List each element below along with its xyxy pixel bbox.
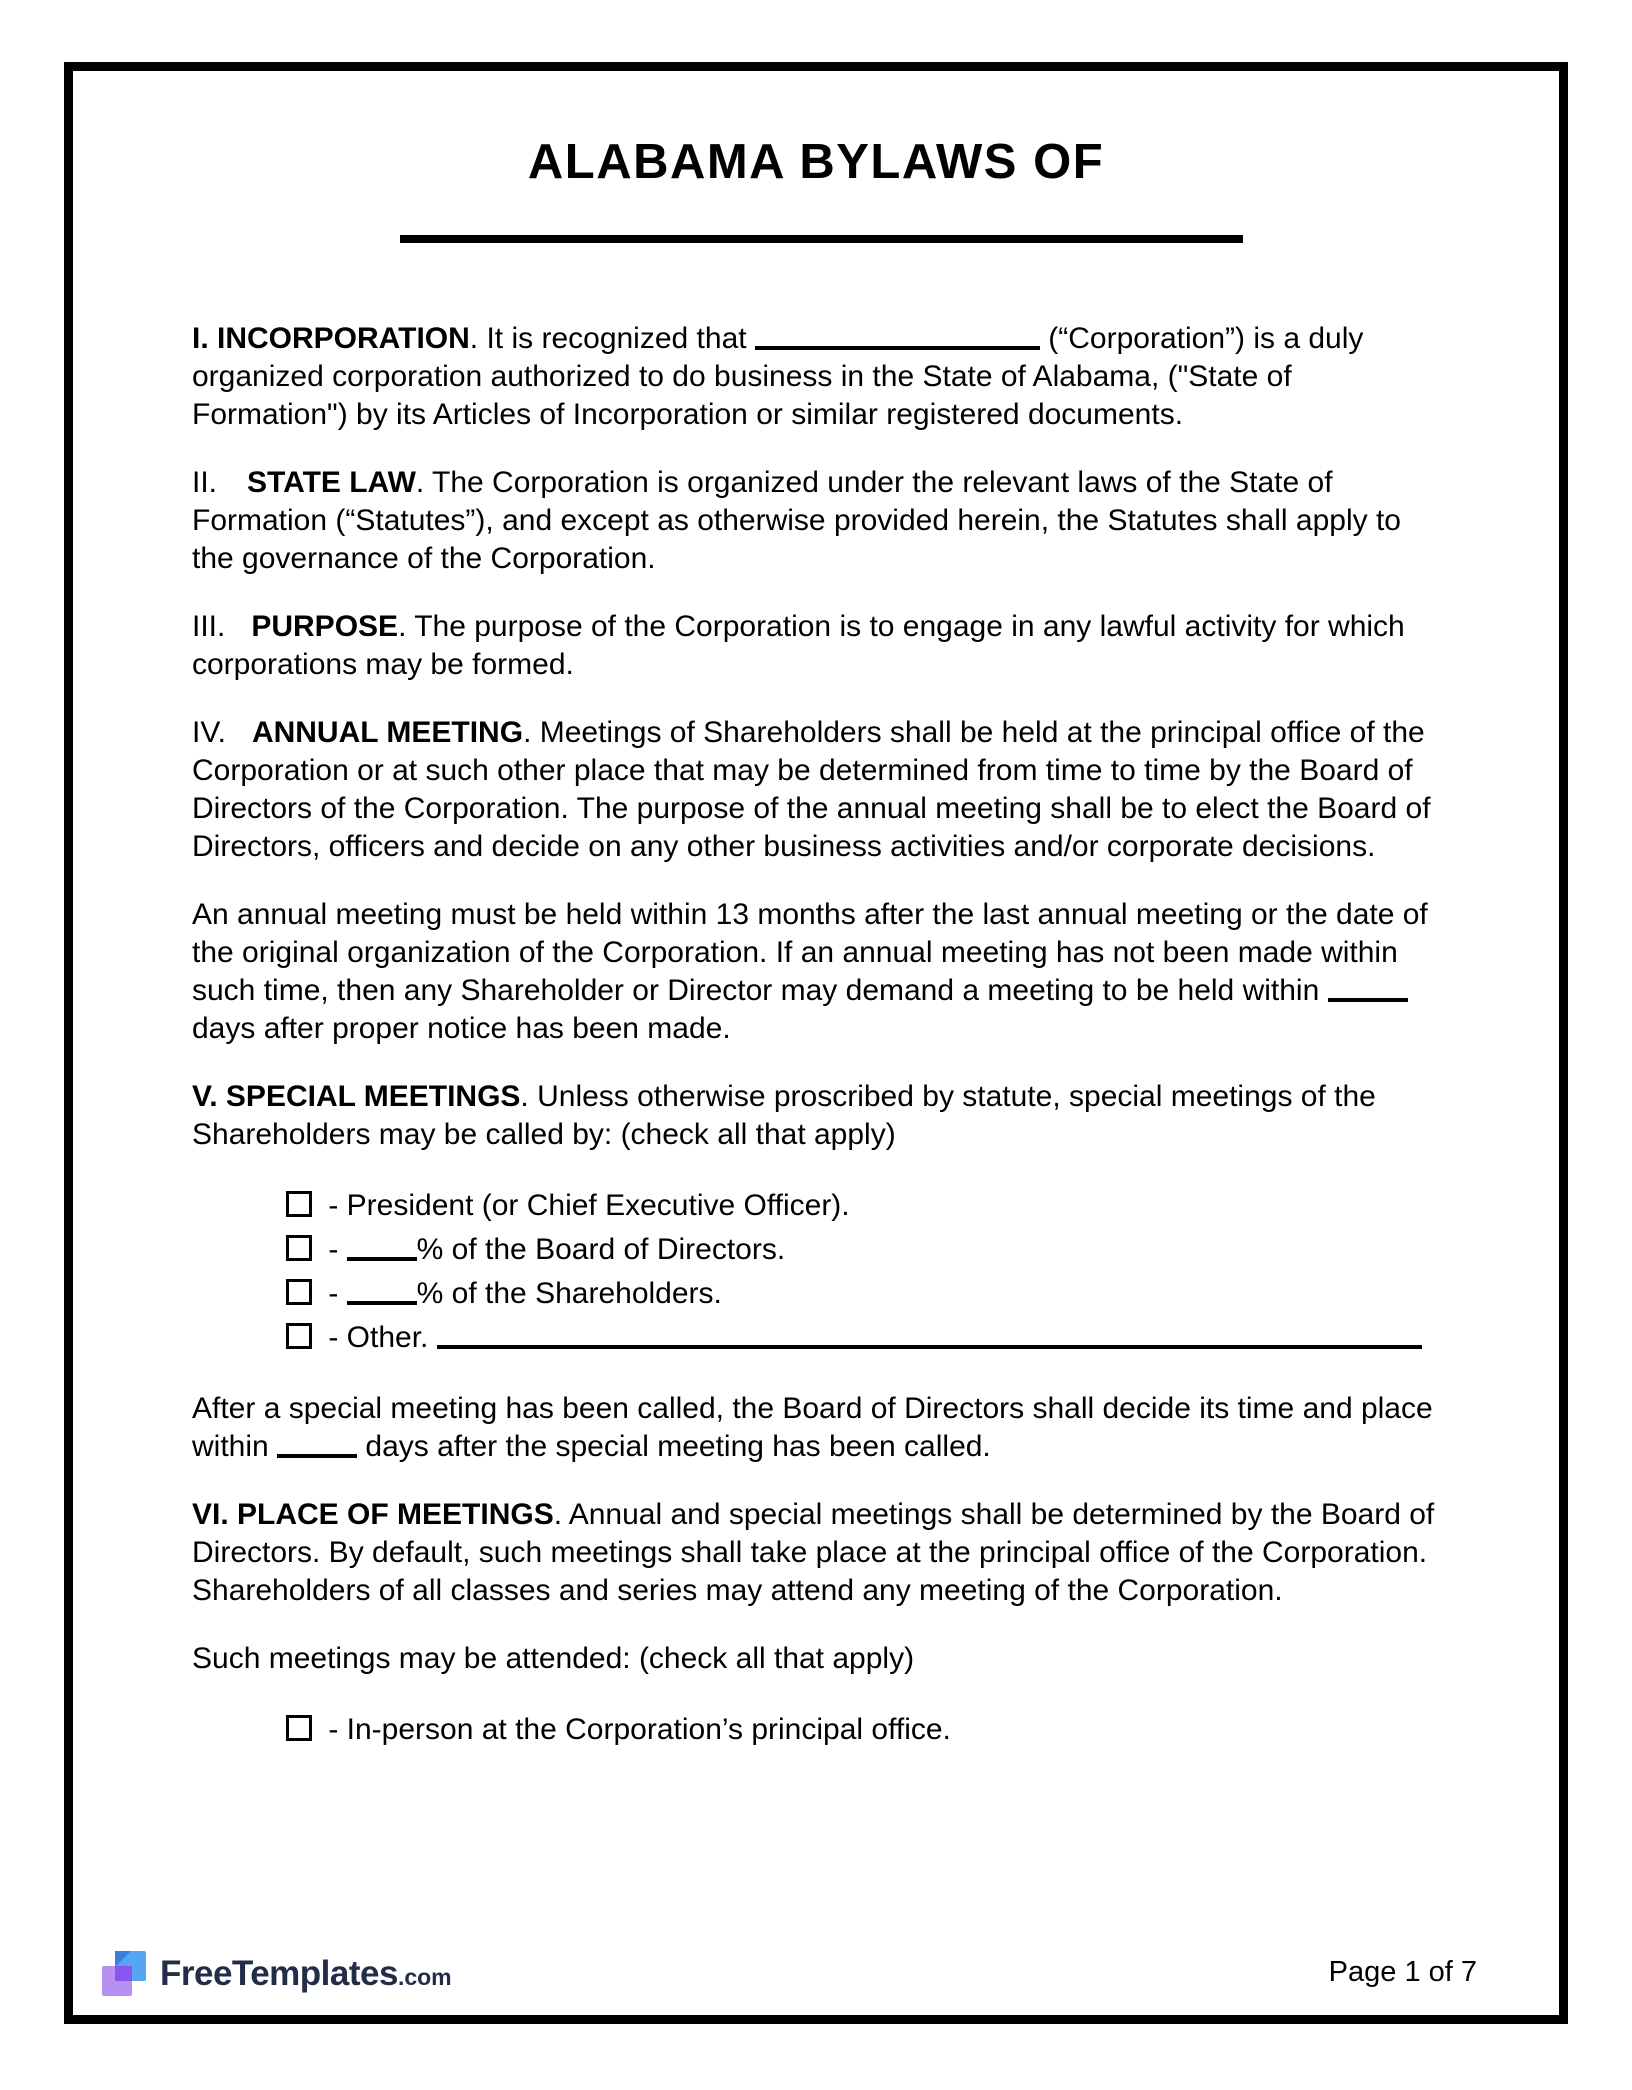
- brand-wordmark: [160, 1954, 452, 1994]
- annual-meeting-deadline: [192, 896, 1440, 1048]
- section-heading: VI. PLACE OF MEETINGS: [192, 1498, 554, 1531]
- text-run: III.: [192, 610, 226, 643]
- section-special-meetings: [192, 1078, 1440, 1154]
- text-run: IV.: [192, 716, 226, 749]
- tab-spacer: [225, 635, 251, 636]
- text-run: Such meetings may be attended: (check all that apply): [192, 1642, 915, 1675]
- section-state-law: [192, 464, 1440, 578]
- fill-in-blank[interactable]: [755, 324, 1040, 350]
- special-meetings-options: [192, 1184, 1440, 1360]
- freetemplates-logo: [102, 1948, 452, 2000]
- checklist-item: [286, 1708, 1440, 1752]
- checkbox[interactable]: [286, 1323, 312, 1349]
- text-run: . The Corporation is organized under the relevant laws of the State of Formation (“Statutes”), and except as otherwise provided herein, the Statutes shall apply to the governance of the Corporation.: [192, 466, 1401, 575]
- text-run: days after proper notice has been made.: [192, 1012, 731, 1045]
- checklist-item: [286, 1228, 1440, 1272]
- document-body: [192, 320, 1440, 1782]
- text-run: - In-person at the Corporation’s principal office.: [320, 1713, 951, 1746]
- tab-spacer: [217, 491, 247, 492]
- text-run: After a special meeting has been called, the Board of Directors shall decide its time and place within: [192, 1392, 1433, 1463]
- section-heading: PURPOSE: [251, 610, 399, 643]
- text-run: -: [320, 1277, 347, 1310]
- checkbox[interactable]: [286, 1235, 312, 1261]
- text-run: days after the special meeting has been called.: [357, 1430, 991, 1463]
- tab-spacer: [226, 741, 252, 742]
- text-run: II.: [192, 466, 218, 499]
- meeting-attendance-intro: [192, 1640, 1440, 1678]
- special-meeting-schedule: [192, 1390, 1440, 1466]
- text-run: (“Corporation”) is a duly organized corporation authorized to do business in the State of Alabama, ("State of Formation") by its Articles of Incorporation or similar registered documents.: [192, 322, 1364, 431]
- text-run: . Annual and special meetings shall be determined by the Board of Directors. By default, such meetings shall take place at the principal office of the Corporation. Shareholders of all classes and series may attend any meeting of the Corporation.: [192, 1498, 1435, 1607]
- text-run: -: [320, 1233, 347, 1266]
- fill-in-blank[interactable]: [347, 1235, 417, 1261]
- brand-suffix: .com: [397, 1964, 452, 1990]
- text-run: - Other.: [320, 1321, 437, 1354]
- section-place-of-meetings: [192, 1496, 1440, 1610]
- page-number: Page 1 of 7: [1328, 1956, 1477, 1988]
- section-incorporation: [192, 320, 1440, 434]
- text-run: . Unless otherwise proscribed by statute, special meetings of the Shareholders may be called by: (check all that apply): [192, 1080, 1376, 1151]
- document-title: ALABAMA BYLAWS OF: [527, 135, 1105, 189]
- checkbox[interactable]: [286, 1191, 312, 1217]
- checklist-item: [286, 1272, 1440, 1316]
- company-name-blank[interactable]: [400, 235, 1243, 243]
- section-heading: I. INCORPORATION: [192, 322, 470, 355]
- freetemplates-logo-icon: [102, 1951, 148, 1997]
- text-run: . The purpose of the Corporation is to engage in any lawful activity for which corporations may be formed.: [192, 610, 1405, 681]
- text-run: . It is recognized that: [469, 322, 755, 355]
- text-run: % of the Shareholders.: [416, 1277, 722, 1310]
- section-annual-meeting: [192, 714, 1440, 866]
- section-heading: V. SPECIAL MEETINGS: [192, 1080, 521, 1113]
- text-run: - President (or Chief Executive Officer).: [320, 1189, 850, 1222]
- checkbox[interactable]: [286, 1279, 312, 1305]
- text-run: % of the Board of Directors.: [416, 1233, 786, 1266]
- checklist-item: [286, 1184, 1440, 1228]
- brand-name: FreeTemplates: [160, 1954, 398, 1993]
- logo-fold-triangle: [115, 1951, 131, 1967]
- fill-in-blank[interactable]: [437, 1323, 1422, 1349]
- section-heading: STATE LAW: [247, 466, 416, 499]
- section-heading: ANNUAL MEETING: [251, 716, 524, 749]
- text-run: . Meetings of Shareholders shall be held at the principal office of the Corporation or at such other place that may be determined from time to time by the Board of Directors of the Corporation. The purpose of the annual meeting shall be to elect the Board of Directors, officers and decide on any other business activities and/or corporate decisions.: [192, 716, 1431, 863]
- attendance-options: [192, 1708, 1440, 1752]
- logo-overlap-square: [115, 1966, 132, 1981]
- checklist-item: [286, 1316, 1440, 1360]
- text-run: An annual meeting must be held within 13 months after the last annual meeting or the date of the original organization of the Corporation. If an annual meeting has not been made within such time, then any Shareholder or Director may demand a meeting to be held within: [192, 898, 1428, 1007]
- fill-in-blank[interactable]: [277, 1432, 357, 1458]
- fill-in-blank[interactable]: [347, 1279, 417, 1305]
- section-purpose: [192, 608, 1440, 684]
- fill-in-blank[interactable]: [1328, 976, 1408, 1002]
- checkbox[interactable]: [286, 1715, 312, 1741]
